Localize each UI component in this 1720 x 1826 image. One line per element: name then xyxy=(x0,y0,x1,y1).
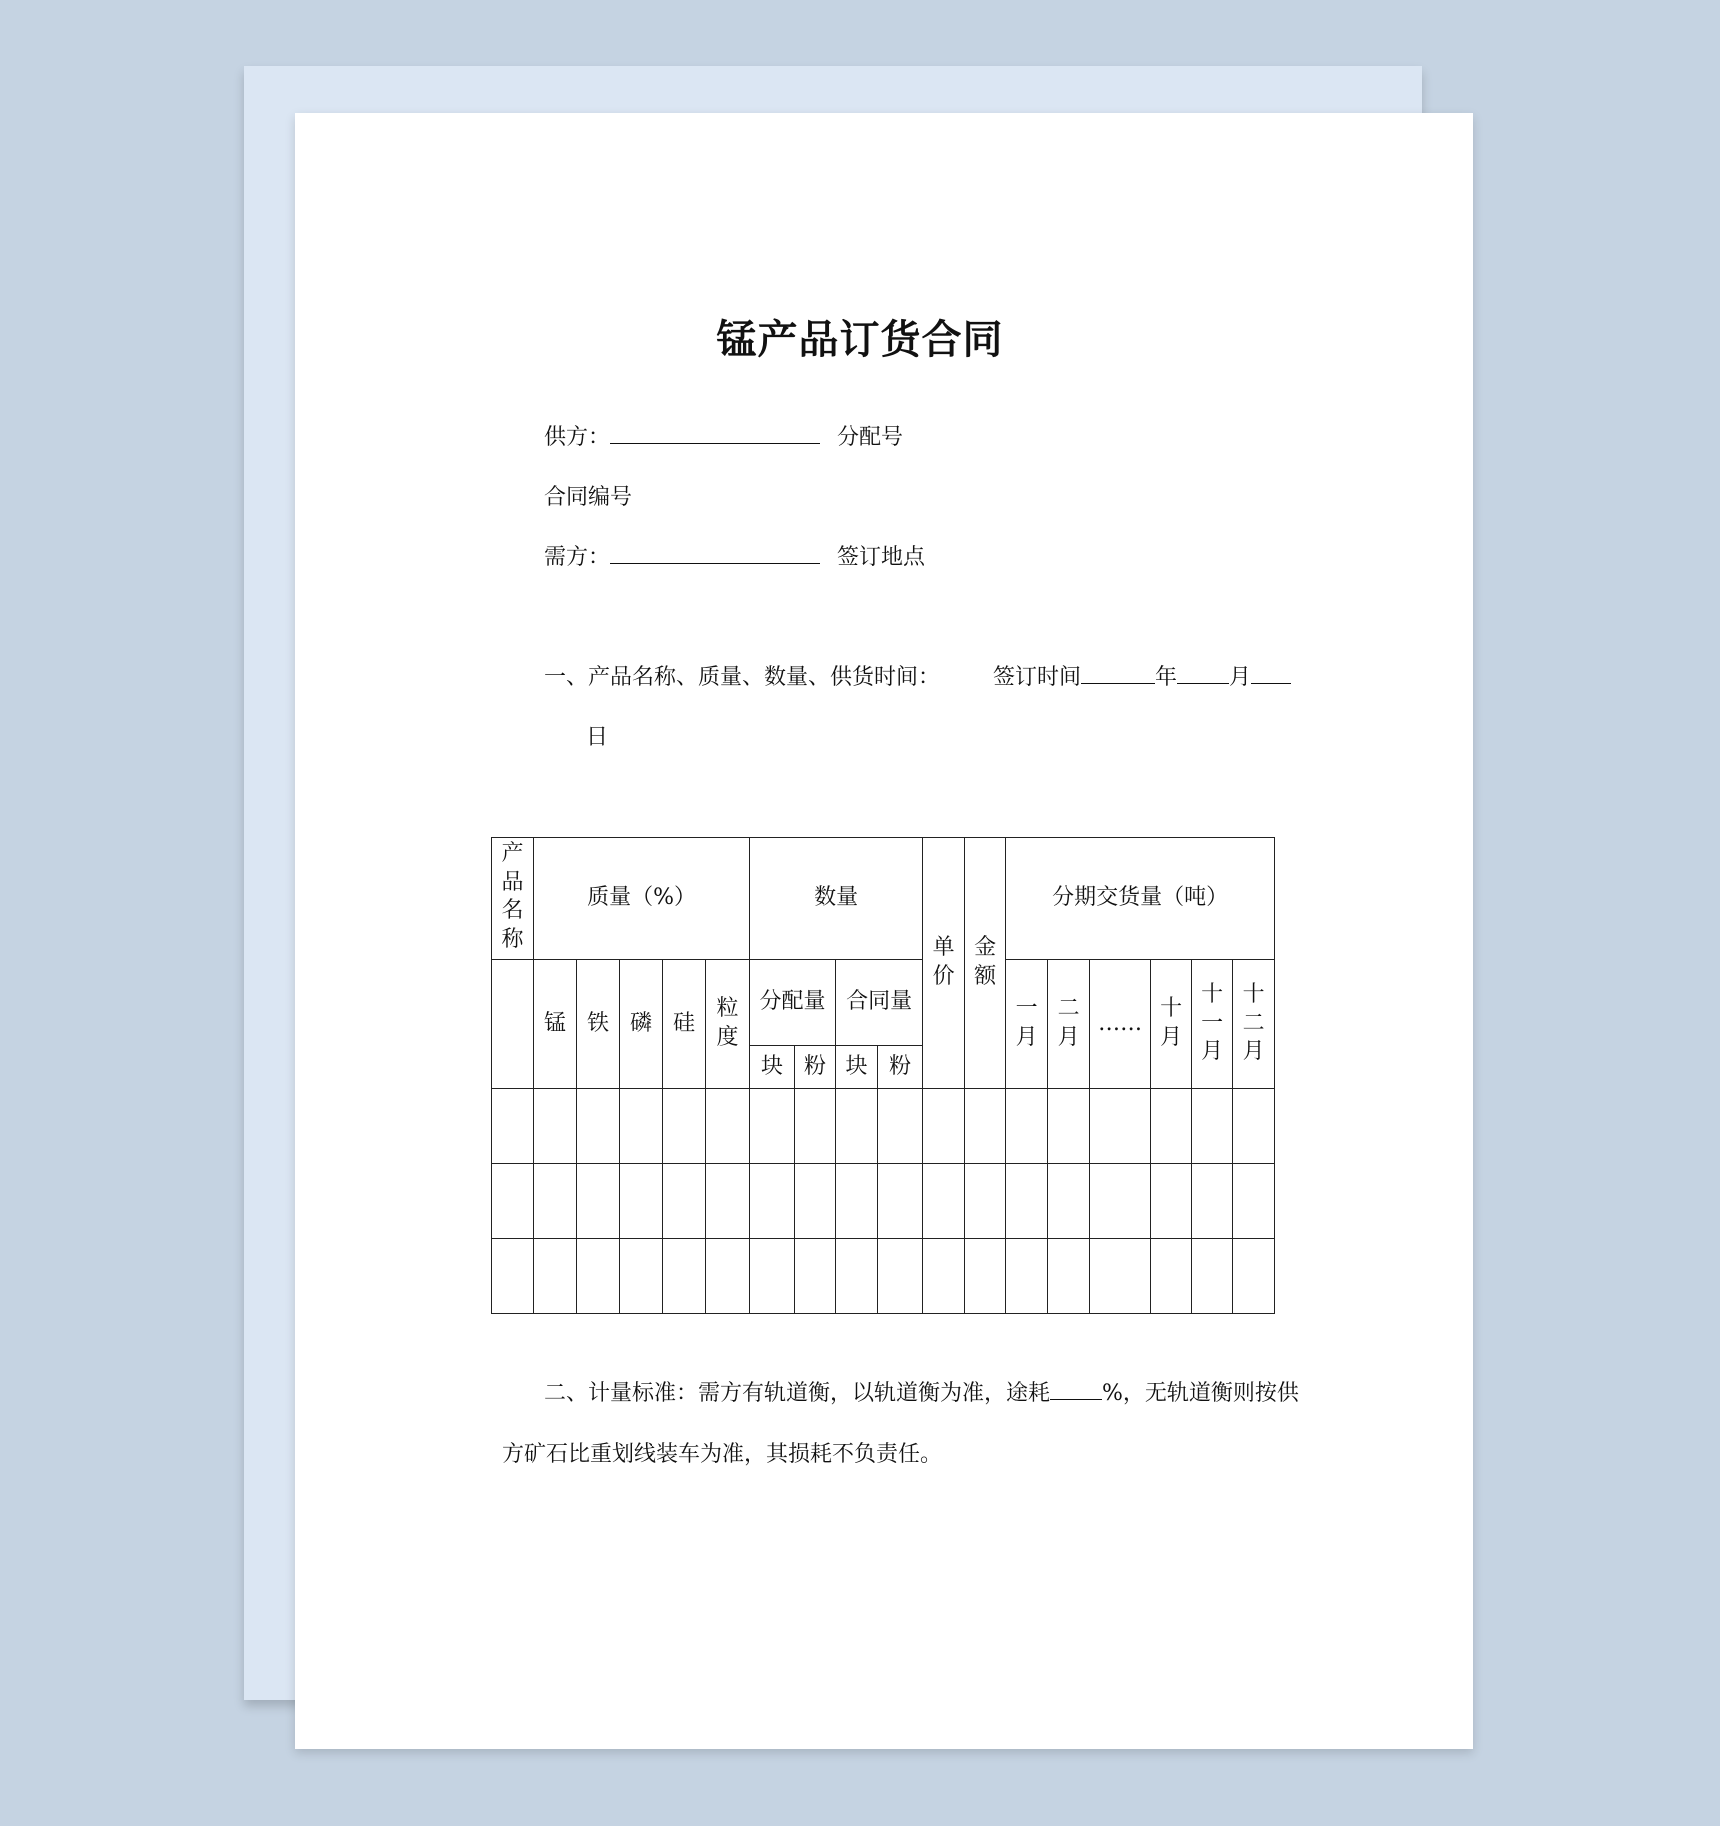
section1-line xyxy=(544,660,1291,691)
order-table xyxy=(491,837,1275,1314)
section2-line2 xyxy=(502,1437,942,1468)
day-blank[interactable] xyxy=(1251,682,1291,684)
product-name-header: 产 品 名 称 xyxy=(492,838,534,960)
allocation-qty-header: 分配量 xyxy=(750,960,836,1046)
contract-lump-header: 块 xyxy=(836,1046,878,1089)
contract-no-line xyxy=(544,480,632,511)
dec-header: 十 二 月 xyxy=(1233,960,1275,1089)
ellipsis-header: …… xyxy=(1090,960,1151,1089)
year-label: 年 xyxy=(1155,665,1178,690)
supplier-blank[interactable] xyxy=(610,442,820,444)
buyer-label: 需方： xyxy=(544,545,611,570)
silicon-header: 硅 xyxy=(663,960,706,1089)
document-title: 锰产品订货合同 xyxy=(716,317,1004,363)
allocation-lump-header: 块 xyxy=(750,1046,795,1089)
loss-rate-blank[interactable] xyxy=(1050,1398,1102,1400)
iron-header: 铁 xyxy=(577,960,620,1089)
contract-qty-header: 合同量 xyxy=(836,960,923,1046)
granularity-header: 粒 度 xyxy=(706,960,750,1089)
header-row-1 xyxy=(492,838,1275,960)
allocation-label: 分配号 xyxy=(837,425,904,450)
allocation-powder-header: 粉 xyxy=(795,1046,836,1089)
header-row-2 xyxy=(492,960,1275,1046)
section2-line1 xyxy=(544,1376,1299,1407)
quality-header: 质量（%） xyxy=(534,838,750,960)
table-row xyxy=(492,1089,1275,1164)
supplier-label: 供方： xyxy=(544,425,611,450)
unit-price-header: 单 价 xyxy=(923,838,965,1089)
phosphorus-header: 磷 xyxy=(620,960,663,1089)
contract-no-label: 合同编号 xyxy=(544,485,633,510)
delivery-header: 分期交货量（吨） xyxy=(1006,838,1275,960)
month-blank[interactable] xyxy=(1177,682,1229,684)
section2-part2: %，无轨道衡则按供 xyxy=(1102,1381,1299,1406)
table-row xyxy=(492,1164,1275,1239)
day-label: 日 xyxy=(586,725,609,750)
amount-header: 金 额 xyxy=(965,838,1006,1089)
section2-part1: 二、计量标准：需方有轨道衡，以轨道衡为准，途耗 xyxy=(544,1381,1051,1406)
contract-powder-header: 粉 xyxy=(878,1046,923,1089)
product-name-blank xyxy=(492,960,534,1089)
month-label: 月 xyxy=(1229,665,1252,690)
section2-line2-text: 方矿石比重划线装车为准，其损耗不负责任。 xyxy=(502,1442,943,1467)
feb-header: 二 月 xyxy=(1048,960,1090,1089)
sign-place-label: 签订地点 xyxy=(837,545,926,570)
section1-text: 一、产品名称、质量、数量、供货时间： xyxy=(544,665,941,690)
sign-time-label: 签订时间 xyxy=(993,665,1082,690)
buyer-blank[interactable] xyxy=(610,562,820,564)
supplier-line xyxy=(544,420,903,451)
table-row xyxy=(492,1239,1275,1314)
manganese-header: 锰 xyxy=(534,960,577,1089)
oct-header: 十 月 xyxy=(1151,960,1192,1089)
day-line xyxy=(586,720,608,751)
year-blank[interactable] xyxy=(1081,682,1155,684)
nov-header: 十 一 月 xyxy=(1192,960,1233,1089)
quantity-header: 数量 xyxy=(750,838,923,960)
jan-header: 一 月 xyxy=(1006,960,1048,1089)
buyer-line xyxy=(544,540,925,571)
